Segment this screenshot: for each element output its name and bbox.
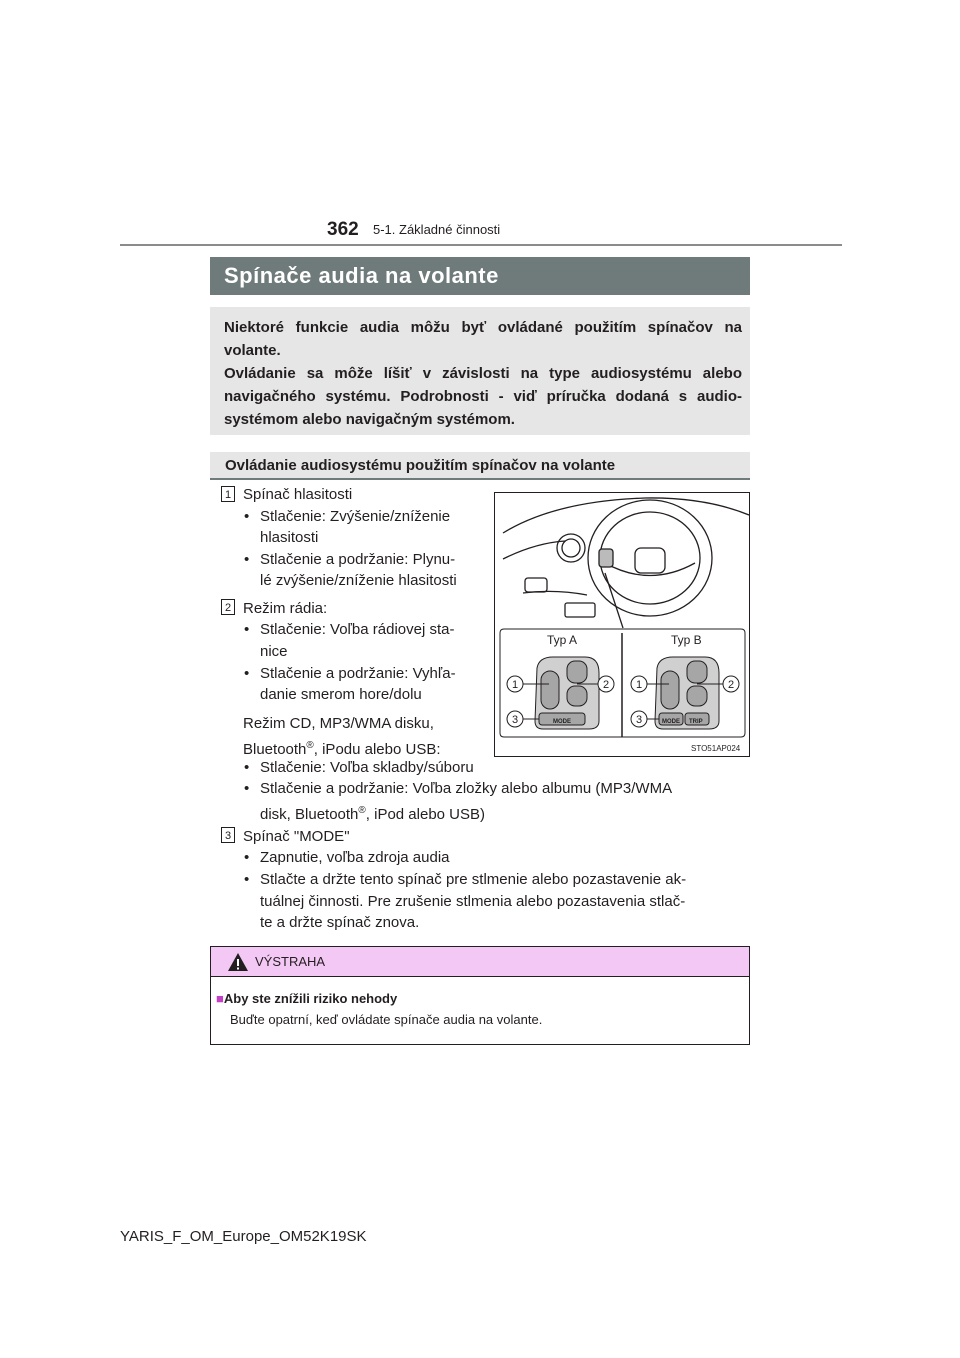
item2-title: Režim rádia: xyxy=(243,600,328,617)
item2-bullet2: • Stlačenie a podržanie: Vyhľa- xyxy=(244,665,456,682)
warning-box xyxy=(210,946,750,1045)
item1-bullet1-cont: hlasitosti xyxy=(260,529,319,546)
page-title-bar xyxy=(210,257,750,295)
page-title: Spínače audia na volante xyxy=(224,263,499,288)
callout-3: 3 xyxy=(511,714,519,726)
subheading: Ovládanie audiosystému použitím spínačov na volante xyxy=(225,457,616,474)
item2-cd-line1: Režim CD, MP3/WMA disku, xyxy=(243,715,434,732)
item2-bullet4-cont: disk, Bluetooth®, iPod alebo USB) xyxy=(260,805,486,823)
steering-wheel-illustration xyxy=(495,493,750,757)
footer-code: YARIS_F_OM_Europe_OM52K19SK xyxy=(120,1228,367,1245)
callout-2: 2 xyxy=(602,679,610,691)
section-title: 5-1. Základné činnosti xyxy=(373,222,501,237)
warning-title: VÝSTRAHA xyxy=(255,954,326,969)
callout-2-b: 2 xyxy=(727,679,735,691)
item-number-1: 1 xyxy=(221,486,235,502)
item-number-3: 3 xyxy=(221,827,235,843)
item2-bullet2-cont: danie smerom hore/dolu xyxy=(260,686,422,703)
item1-title: Spínač hlasitosti xyxy=(243,486,353,503)
warning-text: Buďte opatrní, keď ovládate spínače audia na volante. xyxy=(230,1012,543,1027)
item2-bullet4: • Stlačenie a podržanie: Voľba zložky alebo albumu (MP3/WMA xyxy=(244,780,673,797)
item-number-2: 2 xyxy=(221,599,235,615)
square-bullet-icon: ■ xyxy=(216,991,224,1006)
warning-header xyxy=(211,947,749,977)
callout-3-b: 3 xyxy=(635,714,643,726)
warning-heading: ■Aby ste znížili riziko nehody xyxy=(216,991,398,1006)
item3-bullet2-cont: te a držte spínač znova. xyxy=(260,914,420,931)
item2-bullet1: • Stlačenie: Voľba rádiovej sta- xyxy=(244,621,455,638)
item2-cd-line2: Bluetooth®, iPodu alebo USB: xyxy=(243,740,441,758)
subheading-bar xyxy=(210,452,750,480)
mode-label: MODE xyxy=(553,719,571,725)
type-a-label: Typ A xyxy=(547,633,578,647)
item1-bullet2-cont: lé zvýšenie/zníženie hlasitosti xyxy=(260,572,457,589)
item2-bullet3: • Stlačenie: Voľba skladby/súboru xyxy=(244,759,474,776)
figure-code: STO51AP024 xyxy=(691,744,741,753)
callout-1-b: 1 xyxy=(635,679,643,691)
intro-paragraph: Niektoré funkcie audia môžu byť ovládané použitím spínačov na volante. xyxy=(224,319,742,359)
item3-bullet1: • Zapnutie, voľba zdroja audia xyxy=(244,849,450,866)
header-rule xyxy=(120,244,842,246)
mode-label-b: MODE xyxy=(662,719,680,725)
intro-box xyxy=(210,307,750,435)
item1-bullet1: • Stlačenie: Zvýšenie/zníženie xyxy=(244,508,451,525)
item3-bullet2: • Stlačte a držte tento spínač pre stlmenie alebo pozastavenie ak- xyxy=(244,871,687,888)
steering-wheel-figure xyxy=(494,492,750,757)
page-number: 362 xyxy=(327,219,359,240)
callout-1: 1 xyxy=(511,679,519,691)
item1-bullet2: • Stlačenie a podržanie: Plynu- xyxy=(244,551,456,568)
item3-title: Spínač "MODE" xyxy=(243,828,350,845)
trip-label: TRIP xyxy=(689,719,703,725)
type-b-label: Typ B xyxy=(671,633,702,647)
item2-bullet1-cont: nice xyxy=(260,643,288,660)
warning-icon xyxy=(227,952,249,972)
item3-bullet2-cont: tuálnej činnosti. Pre zrušenie stlmenia alebo pozastavenia stlač- xyxy=(260,893,686,910)
intro-paragraph: Ovládanie sa môže líšiť v závislosti na type audiosystému alebo navigačného systému. Podrobnosti - viď príručka dodaná s audio-systémom alebo navigačným systémom. xyxy=(224,365,742,428)
